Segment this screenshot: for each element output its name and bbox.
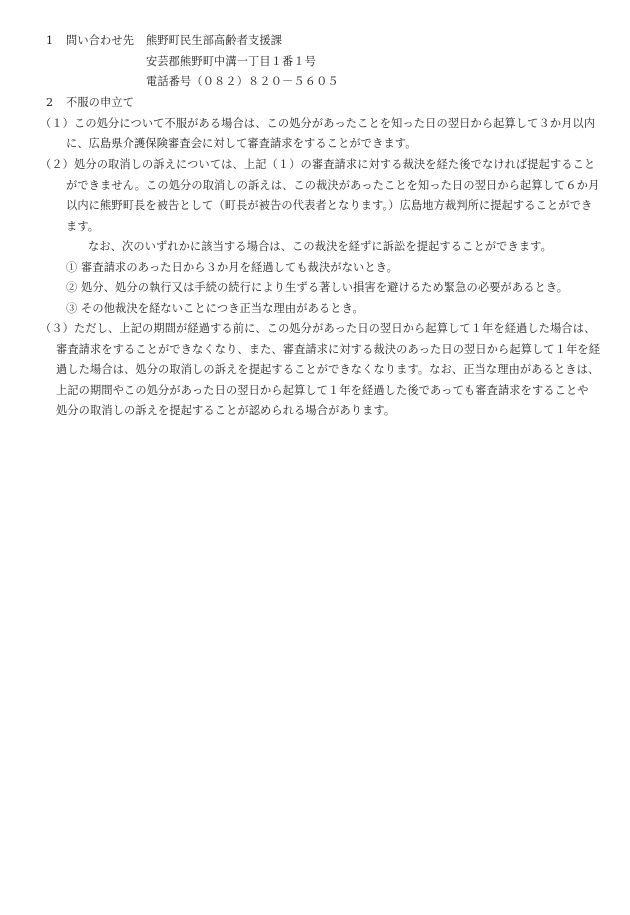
contact-label: 問い合わせ先 (66, 34, 135, 47)
contact-phone: 電話番号（０８２）８２０－５６０５ (146, 75, 339, 88)
item-2-case-2: ② 処分、処分の執行又は手続の続行により生ずる著しい損害を避けるため緊急の必要があるとき。 (66, 281, 569, 294)
item-1-line-2: に、広島県介護保険審査会に対して審査請求をすることができます。 (66, 137, 417, 150)
item-2-case-3: ③ その他裁決を経ないことにつき正当な理由があるとき。 (66, 302, 364, 315)
item-3-line-5: 処分の取消しの訴えを提起することが認められる場合があります。 (56, 404, 396, 417)
item-3-line-3: 過した場合は、処分の取消しの訴えを提起することができなくなります。なお、正当な理由があるときは、 (56, 363, 600, 376)
item-2-line-3: 以内に熊野町長を被告として（町長が被告の代表者となります。）広島地方裁判所に提起することができ (66, 199, 593, 212)
contact-address: 安芸郡熊野町中溝一丁目１番１号 (146, 55, 317, 68)
section-2-heading: 不服の申立て (66, 96, 135, 109)
item-2-note: なお、次のいずれかに該当する場合は、この裁決を経ずに訴訟を提起することができます。 (88, 240, 552, 253)
item-1-line-1: （１）この処分について不服がある場合は、この処分があったことを知った日の翌日から起算して３か月以内 (40, 117, 596, 130)
item-2-case-1: ① 審査請求のあった日から３か月を経過しても裁決がないとき。 (66, 261, 398, 274)
section-2-number: 2 (46, 96, 54, 109)
contact-organization: 熊野町民生部高齢者支援課 (146, 34, 283, 47)
item-3-line-1: （３）ただし、上記の期間が経過する前に、この処分があった日の翌日から起算して１年を経過した場合は、 (40, 322, 596, 335)
section-1-number: 1 (46, 34, 54, 47)
item-3-line-4: 上記の期間やこの処分があった日の翌日から起算して１年を経過した後であっても審査請求をすることや (56, 384, 589, 397)
item-3-line-2: 審査請求をすることができなくなり、また、審査請求に対する裁決のあった日の翌日から起算して１年を経 (56, 343, 601, 356)
item-2-line-4: ます。 (66, 220, 100, 233)
item-2-line-2: ができません。この処分の取消しの訴えは、この裁決があったことを知った日の翌日から起算して６か月 (66, 179, 600, 192)
item-2-line-1: （２）処分の取消しの訴えについては、上記（１）の審査請求に対する裁決を経た後でなければ提起すること (40, 158, 596, 171)
